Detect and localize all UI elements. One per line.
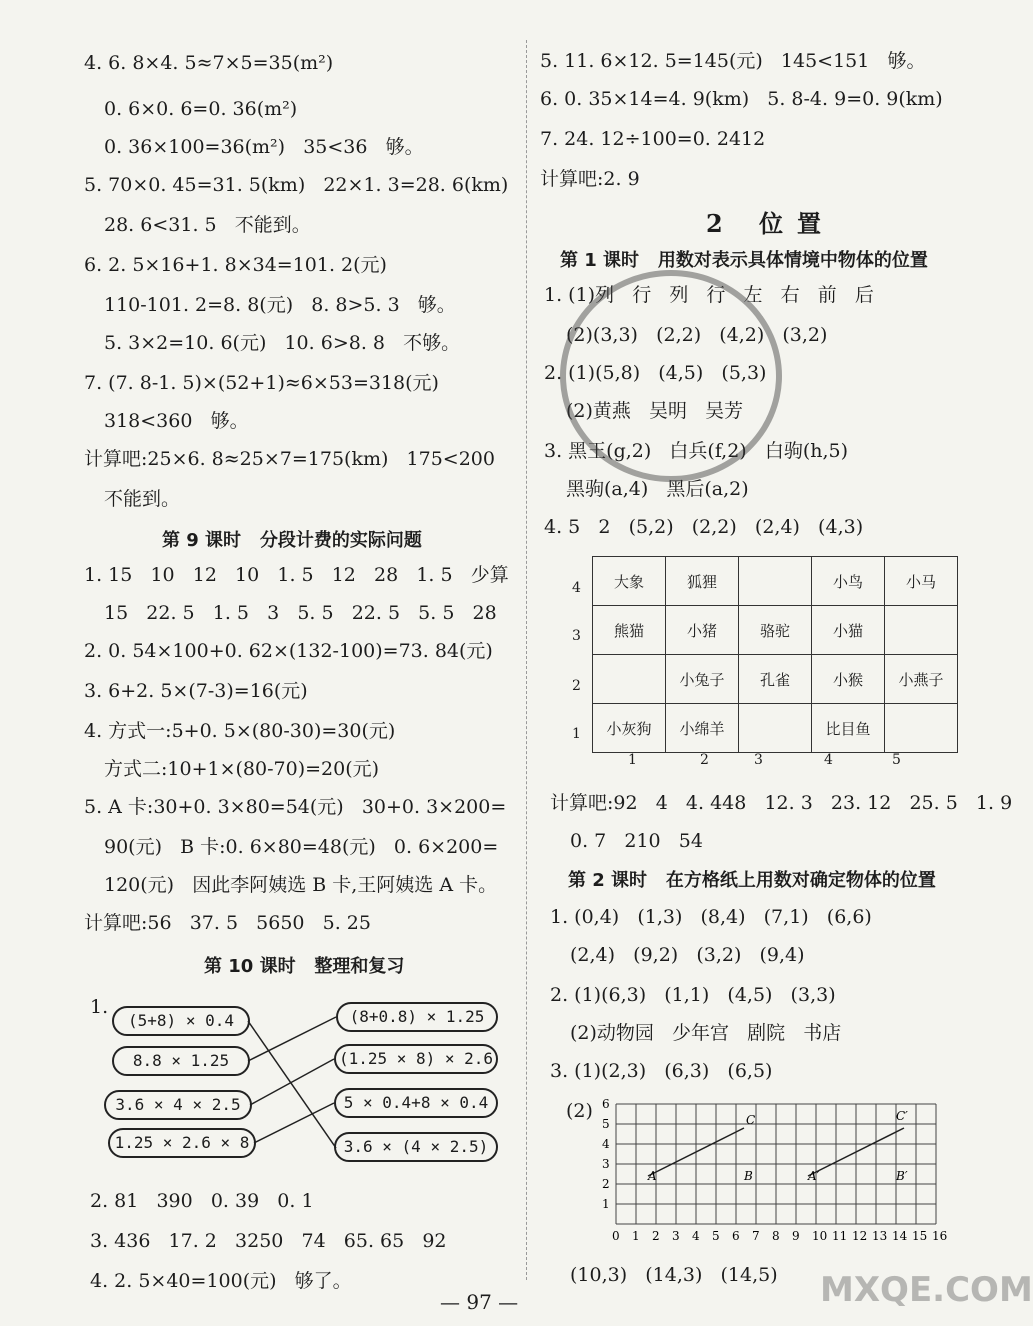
answer-line: 3. (1)(2,3) (6,3) (6,5) bbox=[550, 1060, 773, 1082]
x-tick-label: 4 bbox=[692, 1229, 700, 1243]
answer-line: 黑驹(a,4) 黑后(a,2) bbox=[566, 478, 749, 500]
x-tick-label: 7 bbox=[752, 1229, 760, 1243]
answer-line: 4. 方式一:5+0. 5×(80-30)=30(元) bbox=[84, 720, 396, 742]
answer-line: 2. (1)(5,8) (4,5) (5,3) bbox=[544, 362, 767, 384]
stamp-watermark bbox=[560, 270, 782, 482]
x-tick-label: 5 bbox=[712, 1229, 720, 1243]
x-tick-label: 14 bbox=[892, 1229, 908, 1243]
x-tick-label: 10 bbox=[812, 1229, 828, 1243]
match-line bbox=[248, 1021, 336, 1148]
page-number: — 97 — bbox=[440, 1290, 519, 1314]
column-divider bbox=[526, 40, 527, 1280]
answer-line: 0. 7 210 54 bbox=[570, 830, 703, 852]
match-line bbox=[254, 1103, 334, 1143]
answer-line: 28. 6<31. 5 不能到。 bbox=[104, 214, 311, 236]
grid-cell bbox=[739, 704, 812, 753]
lesson-heading: 第 10 课时 整理和复习 bbox=[204, 956, 405, 977]
answer-line: 90(元) B 卡:0. 6×80=48(元) 0. 6×200= bbox=[104, 836, 499, 858]
answer-line: 6. 2. 5×16+1. 8×34=101. 2(元) bbox=[84, 254, 387, 276]
x-tick-label: 16 bbox=[932, 1229, 948, 1243]
answer-line: (2)动物园 少年宫 剧院 书店 bbox=[570, 1022, 842, 1044]
grid-cell: 孔雀 bbox=[739, 655, 812, 704]
expression-cloud: 5 × 0.4+8 × 0.4 bbox=[334, 1088, 498, 1118]
coordinate-plot bbox=[600, 1097, 960, 1248]
expression-cloud: (5+8) × 0.4 bbox=[112, 1006, 250, 1036]
x-tick-label: 11 bbox=[832, 1229, 848, 1243]
x-tick-label: 3 bbox=[672, 1229, 680, 1243]
answer-line: 7. (7. 8-1. 5)×(52+1)≈6×53=318(元) bbox=[84, 372, 439, 394]
x-tick-label: 1 bbox=[632, 1229, 640, 1243]
grid-x-label: 4 bbox=[824, 752, 833, 768]
point-label: A′ bbox=[808, 1169, 820, 1183]
y-tick-label: 6 bbox=[602, 1097, 610, 1111]
match-line bbox=[250, 1059, 334, 1105]
grid-cell bbox=[593, 655, 666, 704]
grid-cell: 小马 bbox=[885, 557, 958, 606]
answer-line: 110-101. 2=8. 8(元) 8. 8>5. 3 够。 bbox=[104, 294, 456, 316]
answer-line: (2) bbox=[566, 1100, 593, 1122]
y-tick-label: 1 bbox=[602, 1197, 610, 1211]
matching-lines bbox=[0, 0, 520, 1200]
grid-y-label: 4 bbox=[572, 580, 581, 596]
grid-cell: 大象 bbox=[593, 557, 666, 606]
answer-line: 1. 15 10 12 10 1. 5 12 28 1. 5 少算 bbox=[84, 564, 509, 586]
grid-cell bbox=[739, 557, 812, 606]
grid-cell: 小燕子 bbox=[885, 655, 958, 704]
grid-x-label: 2 bbox=[700, 752, 709, 768]
x-tick-label: 8 bbox=[772, 1229, 780, 1243]
answer-line: 5. 11. 6×12. 5=145(元) 145<151 够。 bbox=[540, 50, 926, 72]
grid-cell: 小绵羊 bbox=[666, 704, 739, 753]
answer-line: 120(元) 因此李阿姨选 B 卡,王阿姨选 A 卡。 bbox=[104, 874, 498, 896]
expression-cloud: (8+0.8) × 1.25 bbox=[336, 1002, 498, 1032]
answer-line: 2. 0. 54×100+0. 62×(132-100)=73. 84(元) bbox=[84, 640, 493, 662]
grid-cell: 小猪 bbox=[666, 606, 739, 655]
lesson-heading: 第 1 课时 用数对表示具体情境中物体的位置 bbox=[560, 250, 928, 271]
grid-cell: 熊猫 bbox=[593, 606, 666, 655]
expression-cloud: 3.6 × (4 × 2.5) bbox=[334, 1132, 498, 1162]
expression-cloud: 1.25 × 2.6 × 8 bbox=[108, 1128, 256, 1158]
grid-cell: 小猫 bbox=[812, 606, 885, 655]
expression-cloud: (1.25 × 8) × 2.6 bbox=[334, 1044, 498, 1074]
answer-line: 方式二:10+1×(80-70)=20(元) bbox=[104, 758, 380, 780]
answer-line: 3. 黑王(g,2) 白兵(f,2) 白驹(h,5) bbox=[544, 440, 849, 462]
answer-line: 0. 36×100=36(m²) 35<36 够。 bbox=[104, 136, 424, 158]
question-number: 1. bbox=[90, 996, 109, 1018]
grid-x-label: 5 bbox=[892, 752, 901, 768]
point-label: C′ bbox=[896, 1109, 908, 1123]
y-tick-label: 2 bbox=[602, 1177, 610, 1191]
answer-line: 5. A 卡:30+0. 3×80=54(元) 30+0. 3×200= bbox=[84, 796, 507, 818]
grid-y-label: 1 bbox=[572, 726, 581, 742]
y-tick-label: 4 bbox=[602, 1137, 610, 1151]
answer-line: 5. 70×0. 45=31. 5(km) 22×1. 3=28. 6(km) bbox=[84, 174, 509, 196]
grid-cell: 比目鱼 bbox=[812, 704, 885, 753]
grid-cell: 小兔子 bbox=[666, 655, 739, 704]
lesson-heading: 第 2 课时 在方格纸上用数对确定物体的位置 bbox=[568, 870, 936, 891]
answer-line: 318<360 够。 bbox=[104, 410, 249, 432]
answer-line: 不能到。 bbox=[104, 488, 181, 510]
animal-position-grid bbox=[592, 556, 958, 753]
x-tick-label: 12 bbox=[852, 1229, 868, 1243]
answer-line: 4. 6. 8×4. 5≈7×5=35(m²) bbox=[84, 52, 334, 74]
lesson-heading: 第 9 课时 分段计费的实际问题 bbox=[162, 530, 422, 551]
answer-line: 5. 3×2=10. 6(元) 10. 6>8. 8 不够。 bbox=[104, 332, 461, 354]
y-tick-label: 3 bbox=[602, 1157, 610, 1171]
x-tick-label: 6 bbox=[732, 1229, 740, 1243]
grid-cell: 小灰狗 bbox=[593, 704, 666, 753]
point-label: C bbox=[746, 1113, 756, 1127]
x-tick-label: 9 bbox=[792, 1229, 800, 1243]
grid-cell bbox=[885, 704, 958, 753]
answer-line: 2. 81 390 0. 39 0. 1 bbox=[90, 1190, 314, 1212]
answer-line: 计算吧:25×6. 8≈25×7=175(km) 175<200 bbox=[84, 448, 495, 470]
x-tick-label: 15 bbox=[912, 1229, 928, 1243]
x-tick-label: 2 bbox=[652, 1229, 660, 1243]
answer-line: 7. 24. 12÷100=0. 2412 bbox=[540, 128, 766, 150]
answer-line: 3. 436 17. 2 3250 74 65. 65 92 bbox=[90, 1230, 447, 1252]
grid-x-label: 1 bbox=[628, 752, 637, 768]
answer-line: 1. (0,4) (1,3) (8,4) (7,1) (6,6) bbox=[550, 906, 872, 928]
point-label: A bbox=[648, 1169, 657, 1183]
point-label: B′ bbox=[896, 1169, 908, 1183]
point-label: B bbox=[744, 1169, 753, 1183]
grid-y-label: 3 bbox=[572, 628, 581, 644]
answer-line: 0. 6×0. 6=0. 36(m²) bbox=[104, 98, 298, 120]
answer-line: 计算吧:56 37. 5 5650 5. 25 bbox=[84, 912, 371, 934]
expression-cloud: 3.6 × 4 × 2.5 bbox=[104, 1090, 252, 1120]
y-tick-label: 5 bbox=[602, 1117, 610, 1131]
answer-line: 计算吧:92 4 4. 448 12. 3 23. 12 25. 5 1. 9 bbox=[550, 792, 1013, 814]
expression-cloud: 8.8 × 1.25 bbox=[112, 1046, 250, 1076]
section-title: 2 位置 bbox=[706, 209, 836, 238]
answer-line: (10,3) (14,3) (14,5) bbox=[570, 1264, 778, 1286]
answer-line: 2. (1)(6,3) (1,1) (4,5) (3,3) bbox=[550, 984, 836, 1006]
grid-cell: 狐狸 bbox=[666, 557, 739, 606]
answer-line: 6. 0. 35×14=4. 9(km) 5. 8-4. 9=0. 9(km) bbox=[540, 88, 943, 110]
grid-cell: 小鸟 bbox=[812, 557, 885, 606]
grid-cell bbox=[885, 606, 958, 655]
grid-cell: 小猴 bbox=[812, 655, 885, 704]
x-tick-label: 13 bbox=[872, 1229, 888, 1243]
answer-line: 计算吧:2. 9 bbox=[540, 168, 640, 190]
grid-y-label: 2 bbox=[572, 678, 581, 694]
answer-line: (2)黄燕 吴明 吴芳 bbox=[566, 400, 744, 422]
answer-line: (2,4) (9,2) (3,2) (9,4) bbox=[570, 944, 805, 966]
answer-line: 1. (1)列 行 列 行 左 右 前 后 bbox=[544, 284, 874, 306]
grid-x-label: 3 bbox=[754, 752, 763, 768]
x-tick-label: 0 bbox=[612, 1229, 620, 1243]
answer-line: (2)(3,3) (2,2) (4,2) (3,2) bbox=[566, 324, 828, 346]
site-watermark: MXQE.COM bbox=[820, 1270, 1033, 1310]
answer-line: 15 22. 5 1. 5 3 5. 5 22. 5 5. 5 28 bbox=[104, 602, 497, 624]
answer-line: 4. 2. 5×40=100(元) 够了。 bbox=[90, 1270, 352, 1292]
answer-line: 4. 5 2 (5,2) (2,2) (2,4) (4,3) bbox=[544, 516, 864, 538]
answer-line: 3. 6+2. 5×(7-3)=16(元) bbox=[84, 680, 308, 702]
grid-cell: 骆驼 bbox=[739, 606, 812, 655]
